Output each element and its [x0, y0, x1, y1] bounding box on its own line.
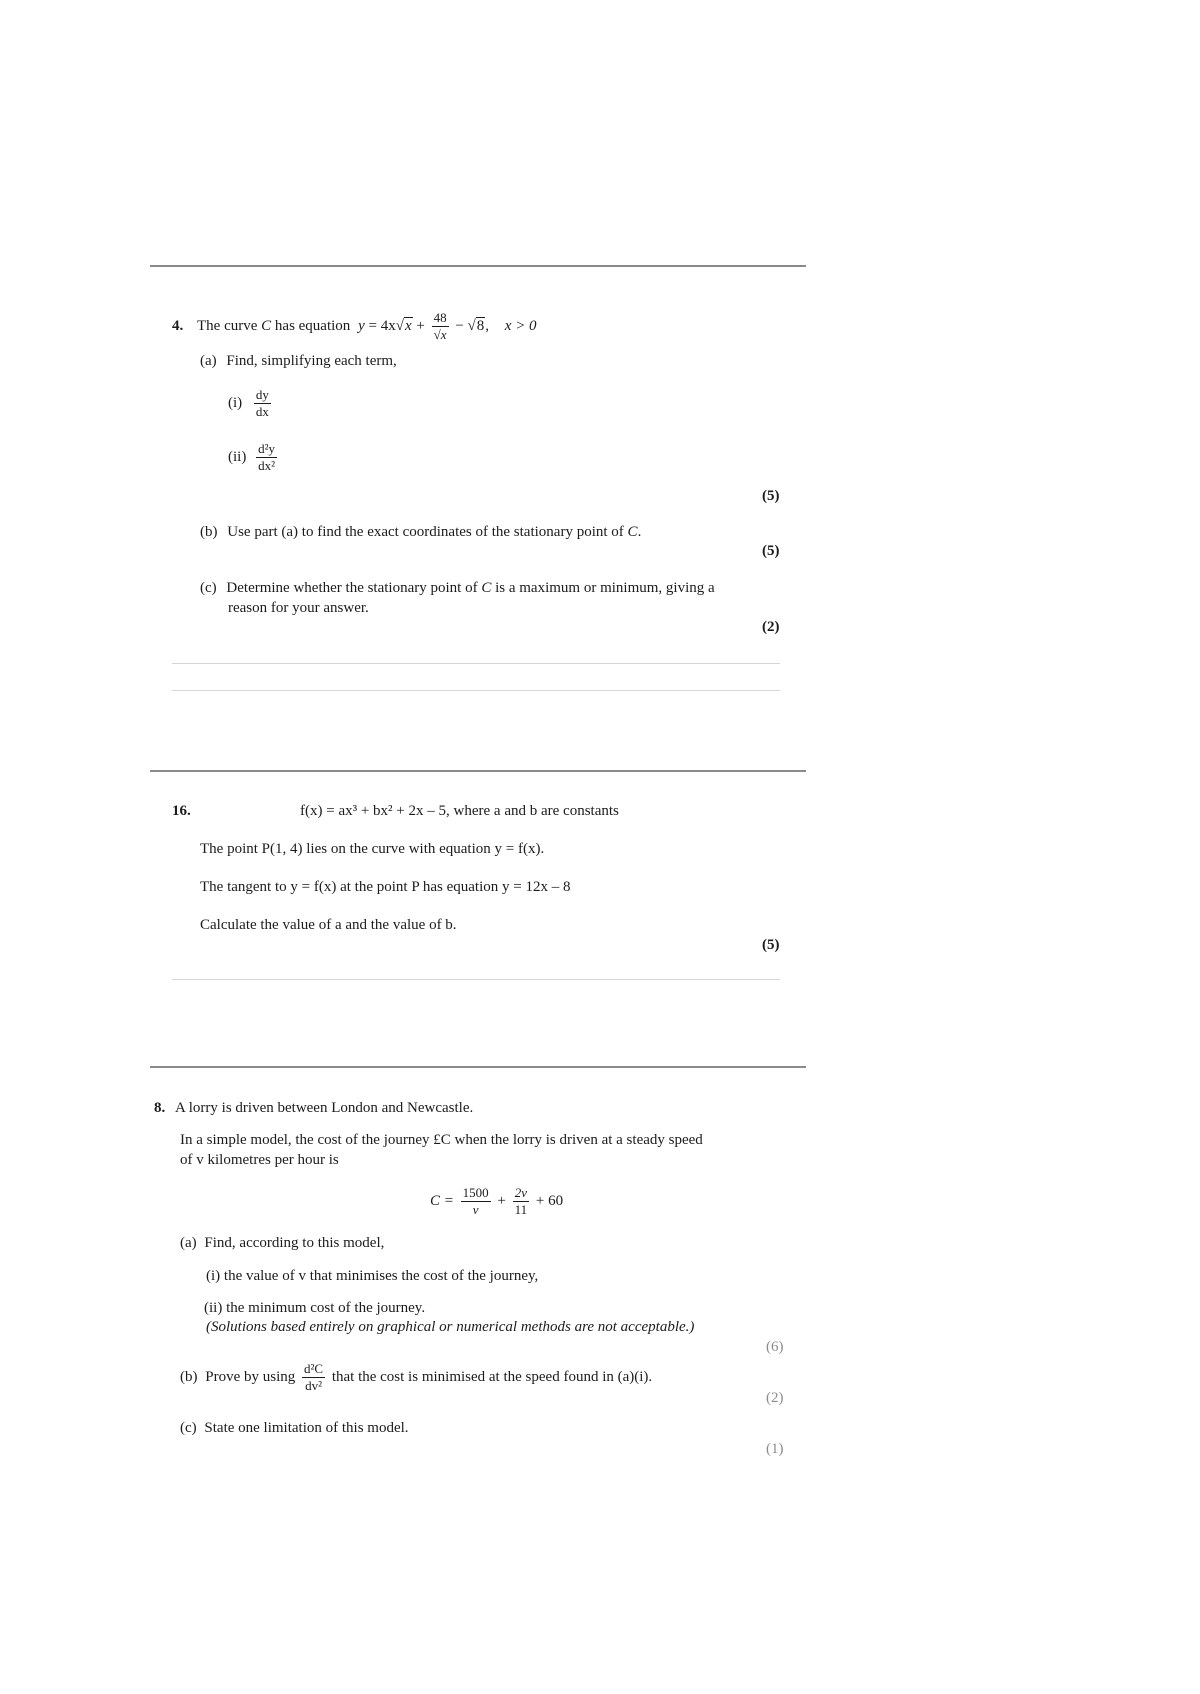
q16-line3: Calculate the value of a and the value of b. [200, 917, 457, 933]
q8-part-c-marks: (1) [766, 1441, 784, 1457]
q8-line1-text: A lorry is driven between London and Newcastle. [175, 1100, 474, 1116]
q8-part-a-label: (a) [180, 1235, 197, 1251]
q4-answer-line-2 [172, 690, 780, 691]
q4-part-c-text-pre: Determine whether the stationary point of [226, 580, 478, 596]
q8-eq-plus: + [497, 1193, 506, 1210]
q4-part-c-marks: (2) [762, 619, 780, 635]
q8-part-b [180, 1362, 652, 1394]
q4-part-b-label: (b) [200, 524, 218, 540]
q8-line3: of v kilometres per hour is [180, 1152, 339, 1168]
q16-line2: The tangent to y = f(x) at the point P has equation y = 12x – 8 [200, 879, 571, 895]
q8-top-rule [150, 1066, 806, 1068]
q4-part-b-text: Use part (a) to find the exact coordinates of the stationary point of [227, 524, 624, 540]
q8-equation [430, 1186, 563, 1218]
q4-part-c-text-post: is a maximum or minimum, giving a [495, 580, 715, 596]
q4-eq-sqrt2: √8 [467, 318, 485, 335]
q4-stem [172, 311, 537, 343]
q4-stem-suffix: has equation [274, 318, 351, 335]
q8-part-a-note: (Solutions based entirely on graphical or numerical methods are not acceptable.) [206, 1319, 695, 1335]
q4-eq-term1: = 4x [368, 318, 396, 335]
q8-part-c-label: (c) [180, 1420, 197, 1436]
q4-top-rule [150, 265, 806, 267]
q16-function: f(x) = ax³ + bx² + 2x – 5, where a and b are constants [300, 803, 619, 819]
q16-line1: The point P(1, 4) lies on the curve with equation y = f(x). [200, 841, 545, 857]
q4-eq-tail: , [485, 318, 490, 335]
q8-line2: In a simple model, the cost of the journey £C when the lorry is driven at a steady speed [180, 1132, 703, 1148]
q4-eq-plus: + [416, 318, 425, 335]
q4-stem-prefix: The curve [197, 318, 258, 335]
q8-part-a-ii: (ii) the minimum cost of the journey. [204, 1300, 426, 1316]
q4-part-a-text: Find, simplifying each term, [226, 353, 397, 369]
q16-answer-line [172, 979, 780, 980]
q8-eq-fraction-1: $\frac{1500}{v}$ [462, 1185, 489, 1218]
q8-part-a-text: Find, according to this model, [204, 1235, 385, 1251]
q8-part-a-marks: (6) [766, 1339, 784, 1355]
q8-part-b-pre: Prove by using [205, 1369, 296, 1386]
q16-number: 16. [172, 803, 191, 819]
q4-part-b-var: C [627, 524, 638, 540]
q4-part-b-marks: (5) [762, 543, 780, 559]
q4-eq-fraction: $\frac{48}{√x}$ [433, 310, 447, 343]
q4-part-a-label: (a) [200, 353, 217, 369]
q8-eq-fraction-2: $\frac{2v}{11}$ [514, 1185, 528, 1218]
q8-part-c [180, 1420, 409, 1437]
q8-eq-tail: + 60 [535, 1193, 564, 1210]
q4-eq-minus: − [455, 318, 464, 335]
q4-eq-lhs: y [358, 318, 365, 335]
q8-part-b-label: (b) [180, 1369, 198, 1386]
q8-part-a-i: (i) the value of v that minimises the cost of the journey, [206, 1268, 539, 1284]
q4-part-b [200, 524, 641, 541]
q4-part-a-i [228, 388, 274, 420]
q16-top-rule [150, 770, 806, 772]
q8-part-b-marks: (2) [766, 1390, 784, 1406]
q4-number: 4. [172, 318, 184, 335]
q8-number: 8. [154, 1100, 166, 1116]
q4-part-a-ii [228, 442, 280, 474]
q4-part-a [200, 353, 397, 370]
q8-part-c-text: State one limitation of this model. [204, 1420, 409, 1436]
q4-part-c-line2: reason for your answer. [228, 600, 369, 616]
q4-part-a-i-fraction: $\frac{dy}{dx}$ [255, 387, 269, 420]
q4-eq-condition: x > 0 [504, 318, 537, 335]
q4-eq-sqrt1: √x [395, 318, 412, 335]
q4-part-c-var: C [481, 580, 492, 596]
q8-part-b-fraction: $\frac{\text{d²C}}{\text{dv²}}$ [304, 1361, 324, 1394]
q8-part-a [180, 1235, 384, 1252]
q16-marks: (5) [762, 937, 780, 953]
q4-part-a-marks: (5) [762, 488, 780, 504]
q4-stem-var: C [261, 318, 272, 335]
q8-eq-lhs: C = [430, 1193, 454, 1210]
q4-part-b-end: . [637, 524, 642, 540]
q4-part-a-i-label: (i) [228, 395, 243, 412]
q4-answer-line-1 [172, 663, 780, 664]
q4-part-a-ii-label: (ii) [228, 449, 247, 466]
q4-part-c [200, 580, 715, 597]
q4-part-a-ii-fraction: $\frac{\text{d²y}}{\text{dx²}}$ [258, 441, 275, 474]
q8-line1 [154, 1100, 473, 1117]
q8-part-b-post: that the cost is minimised at the speed found in (a)(i). [331, 1369, 653, 1386]
q4-part-c-label: (c) [200, 580, 217, 596]
